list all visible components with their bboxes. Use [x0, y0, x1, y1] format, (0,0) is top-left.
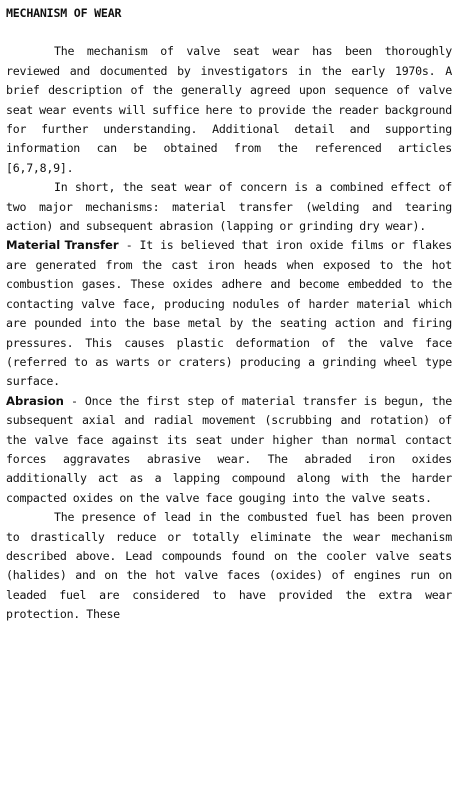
- paragraph-text: In short, the seat wear of concern is a combined effect of two major mechanisms: material transfer (welding and tearing action) and subsequent abrasion (lapping or grinding dry wear).: [6, 180, 452, 234]
- paragraph-text: - Once the first step of material transfer is begun, the subsequent axial and radial movement (scrubbing and rotation) of the valve face against its seat under higher than normal contact forces aggravates abrasive wear. The abraded iron oxides additionally act as a lapping compound along with the harder compacted oxides on the valve face gouging into the valve seats.: [6, 393, 452, 505]
- run-in-heading-abrasion: Abrasion: [6, 393, 64, 408]
- paragraph-mechanism-intro: [6, 42, 452, 178]
- paragraph-in-short: [6, 178, 452, 236]
- section-heading: MECHANISM OF WEAR: [6, 6, 122, 20]
- paragraph-material-transfer: [6, 236, 452, 391]
- paragraph-text: - It is believed that iron oxide films or flakes are generated from the cast iron heads when exposed to the hot combustion gases. These oxides adhere and become embedded to the contacting valve face, producing nodules of harder material which are pounded into the base metal by the seating action and firing pressures. This causes plastic deformation of the valve face (referred to as warts or craters) producing a grinding wheel type surface.: [6, 238, 452, 389]
- paragraph-lead-presence: [6, 508, 452, 624]
- paragraph-text: The presence of lead in the combusted fuel has been proven to drastically reduce or totally eliminate the wear mechanism described above. Lead compounds found on the cooler valve seats (halides) and on the hot valve faces (oxides) of engines run on leaded fuel are considered to have provided the extra wear protection. These: [6, 510, 452, 622]
- paragraph-text: The mechanism of valve seat wear has been thoroughly reviewed and documented by investigators in the early 1970s. A brief description of the generally agreed upon sequence of valve seat wear events will suffice here to provide the reader background for further understanding. Additional detail and supporting information can be obtained from the referenced articles [6,7,8,9].: [6, 44, 452, 175]
- run-in-heading-material-transfer: Material Transfer: [6, 238, 119, 253]
- paragraph-abrasion: [6, 392, 452, 508]
